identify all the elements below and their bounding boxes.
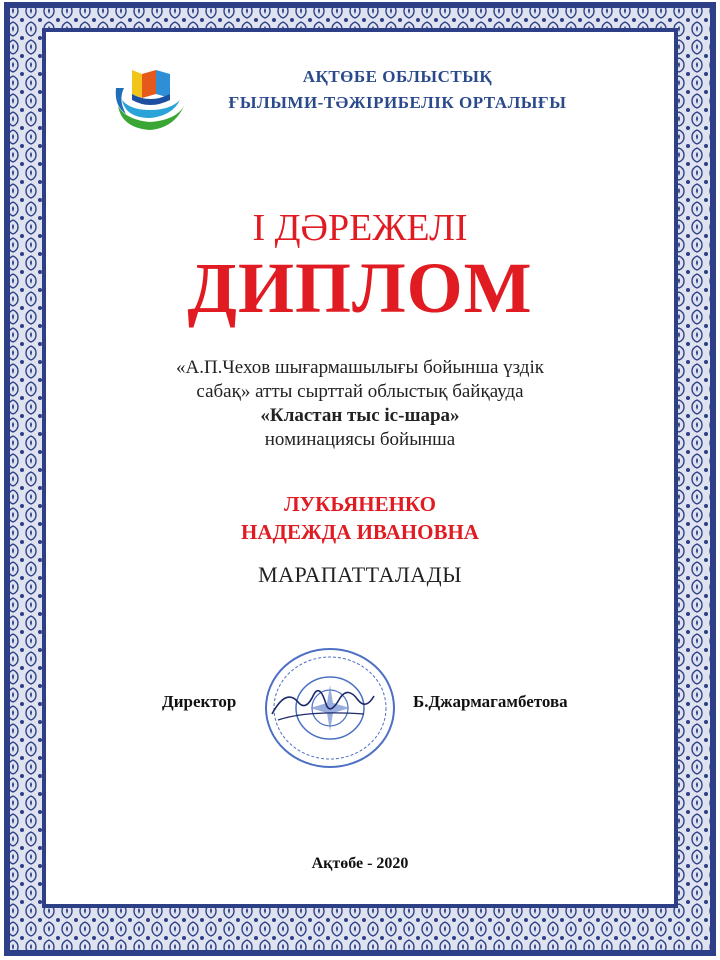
director-signature (268, 680, 378, 730)
contest-description (0, 356, 720, 452)
place-and-year: Ақтөбе - 2020 (311, 855, 409, 872)
recipient-surname: ЛУКЬЯНЕНКО (284, 492, 436, 516)
signatory-name: Б.Джармагамбетова (413, 692, 568, 711)
recipient-name (0, 490, 720, 546)
institution-logo (112, 60, 190, 134)
signatory-title: Директор (162, 692, 237, 711)
organization-line-1: АҚТӨБЕ ОБЛЫСТЫҚ (302, 67, 493, 86)
nomination-title: «Кластан тыс іс-шара» (260, 405, 460, 426)
recipient-given-names: НАДЕЖДА ИВАНОВНА (241, 520, 479, 544)
description-line-2: сабақ» атты сырттай облыстық байқауда (196, 381, 524, 402)
organization-line-2: ҒЫЛЫМИ-ТӘЖІРИБЕЛІК ОРТАЛЫҒЫ (228, 93, 567, 112)
description-line-4: номинациясы бойынша (264, 429, 456, 450)
organization-name (205, 64, 590, 116)
ornamental-border (4, 2, 716, 956)
degree-heading: І ДӘРЕЖЕЛІ (252, 207, 468, 249)
description-line-1: «А.П.Чехов шығармашылығы бойынша үздік (175, 357, 544, 378)
diploma-title: ДИПЛОМ (187, 248, 533, 328)
award-text: МАРАПАТТАЛАДЫ (258, 562, 462, 587)
